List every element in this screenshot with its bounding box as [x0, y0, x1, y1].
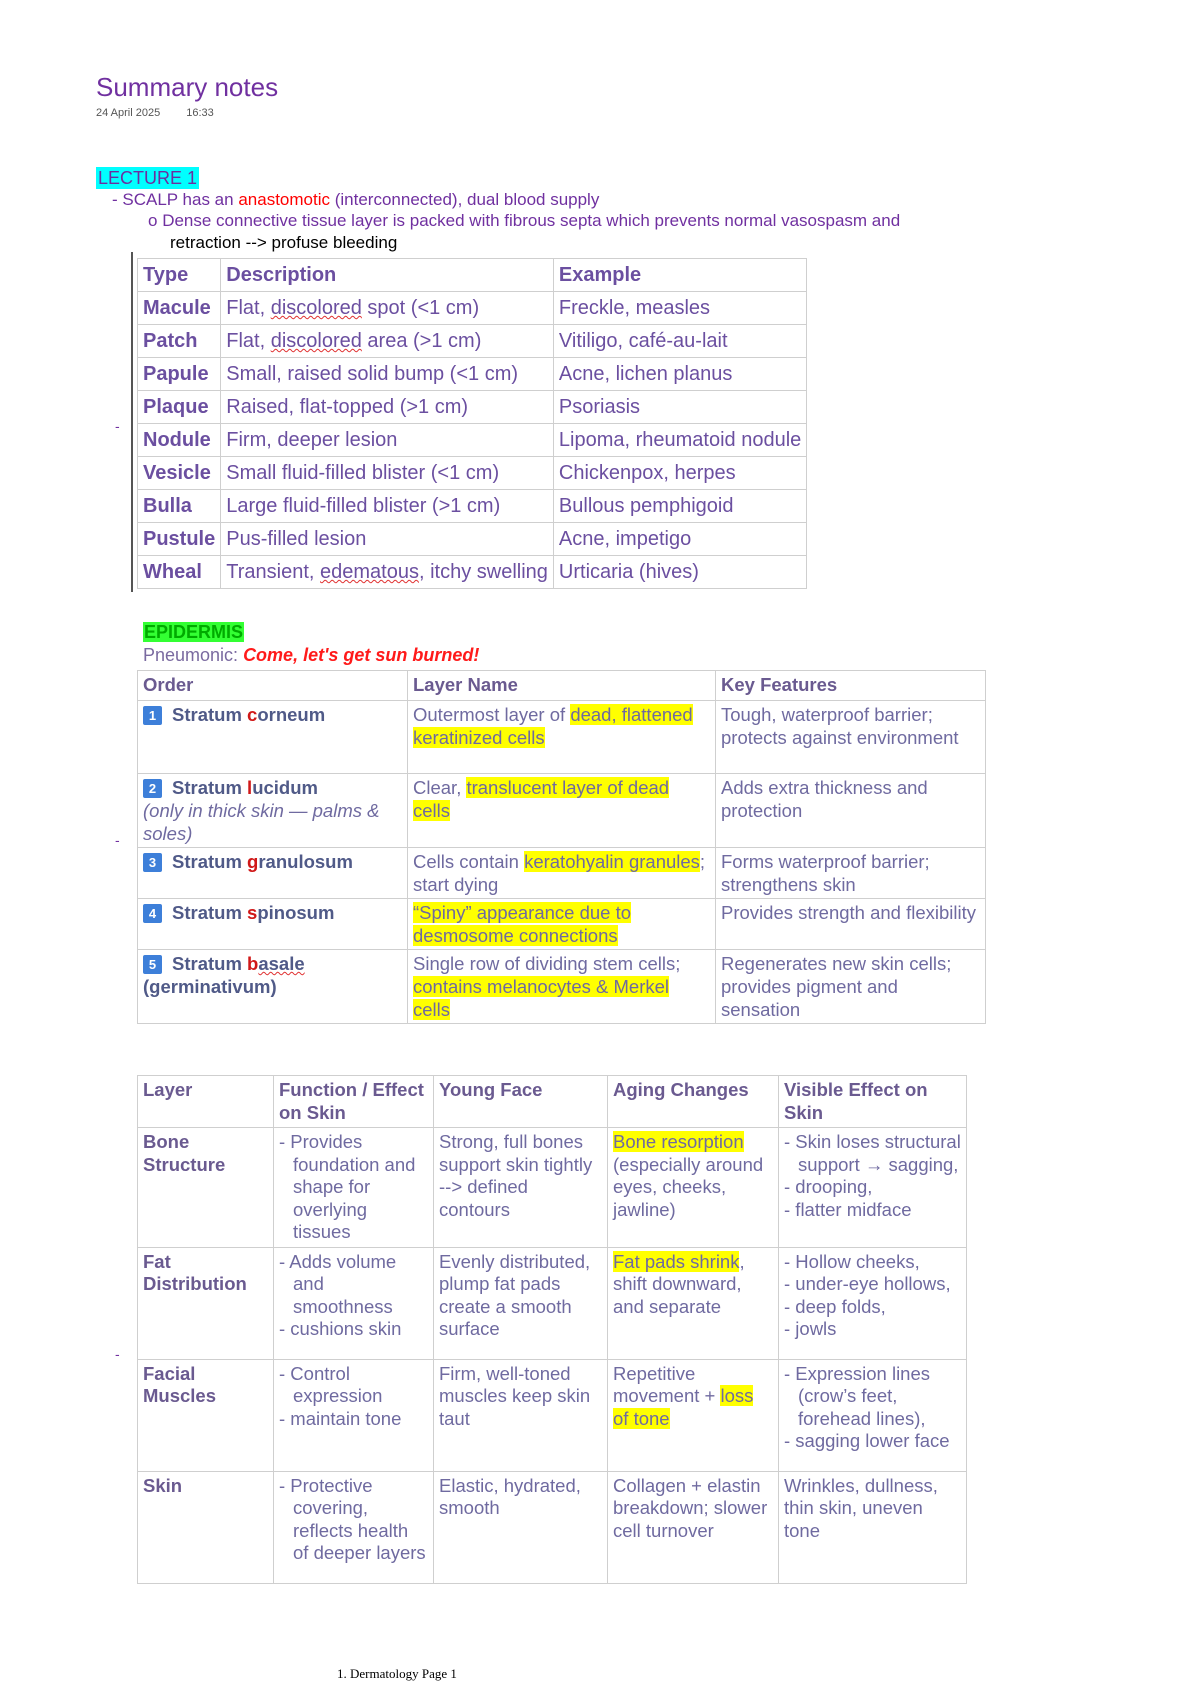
visible-effect-item: - jowls: [784, 1318, 837, 1339]
page-meta: [96, 107, 214, 119]
stratum-cell: [138, 899, 408, 950]
stratum-name: [172, 777, 318, 798]
function-item: - Protective covering, reflects health of deeper layers: [279, 1474, 426, 1563]
visible-effect-cell: [779, 1359, 967, 1471]
key-features-cell: Adds extra thickness and protection: [716, 774, 986, 848]
lesion-example: Bullous pemphigoid: [553, 490, 806, 523]
lesion-example: Lipoma, rheumatoid nodule: [553, 424, 806, 457]
stratum-name-initial: b: [247, 953, 259, 974]
lesion-description: [221, 358, 554, 391]
lesion-row: [138, 391, 807, 424]
function-cell: [274, 1128, 434, 1248]
epidermis-header-cell: Layer Name: [408, 671, 716, 701]
stratum-name-text: Stratum: [172, 953, 248, 974]
lesion-type: Macule: [138, 292, 221, 325]
lesion-description-text: , itchy swelling: [418, 561, 548, 583]
lesion-row: [138, 490, 807, 523]
stratum-extra: (germinativum): [143, 976, 277, 997]
stratum-name: [172, 851, 353, 872]
lesion-description: [221, 490, 554, 523]
table-margin-bar: [131, 252, 133, 592]
lesion-description-underlined: discolored: [270, 297, 362, 319]
aging-highlight: loss of tone: [613, 1385, 754, 1429]
lesion-type: Patch: [138, 325, 221, 358]
lesion-row: [138, 292, 807, 325]
function-item: - Provides foundation and shape for overlying tissues: [279, 1131, 416, 1242]
aging-text: , shift downward, and separate: [613, 1250, 745, 1317]
aging-header-cell: Visible Effect on Skin: [779, 1076, 967, 1128]
function-item: - cushions skin: [279, 1318, 402, 1339]
visible-effect-item: - Skin loses structural support → sagging,: [784, 1131, 961, 1175]
stratum-name-text: asale: [258, 953, 305, 974]
visible-effect-cell: [779, 1128, 967, 1248]
visible-effect-item: - drooping,: [784, 1176, 873, 1197]
lesion-table: [137, 258, 807, 589]
lesion-type: Papule: [138, 358, 221, 391]
stratum-name-initial: c: [247, 704, 258, 725]
epidermis-row: [138, 950, 986, 1024]
stratum-extra: (only in thick skin — palms & soles): [143, 800, 380, 844]
function-cell: [274, 1247, 434, 1359]
mnemonic-label: Pneumonic:: [143, 645, 244, 665]
lesion-description-text: Small, raised solid bump (<1 cm): [226, 363, 519, 385]
aging-layer: Fat Distribution: [138, 1247, 274, 1359]
lesion-description-text: Flat,: [226, 330, 271, 352]
lesion-description-text: Large fluid-filled blister (>1 cm): [226, 495, 501, 517]
function-cell: [274, 1471, 434, 1583]
stratum-cell: [138, 774, 408, 848]
lesion-description-text: Flat,: [226, 297, 271, 319]
lesion-type: Plaque: [138, 391, 221, 424]
lesion-description: [221, 391, 554, 424]
aging-layer: Skin: [138, 1471, 274, 1583]
aging-layer: Bone Structure: [138, 1128, 274, 1248]
lesion-description: [221, 457, 554, 490]
lesion-type: Bulla: [138, 490, 221, 523]
layer-highlight: dead, flattened keratinized cells: [413, 704, 693, 748]
aging-row: [138, 1471, 967, 1583]
order-number-icon: 5: [143, 955, 162, 974]
lesion-table-header: [138, 259, 807, 292]
stratum-name-initial: l: [247, 777, 253, 798]
lesion-example: Urticaria (hives): [553, 556, 806, 589]
function-item: - Adds volume and smoothness: [279, 1250, 397, 1317]
lesion-description: [221, 556, 554, 589]
epidermis-header-cell: Order: [138, 671, 408, 701]
function-item: - Control expression: [279, 1362, 383, 1406]
layer-name-cell: [408, 701, 716, 774]
lesion-example: Chickenpox, herpes: [553, 457, 806, 490]
lesion-description-text: Transient,: [226, 561, 320, 583]
lesion-type: Vesicle: [138, 457, 221, 490]
epidermis-table: [137, 670, 986, 1024]
order-number-icon: 3: [143, 853, 162, 872]
stratum-name-text: orneum: [257, 704, 326, 725]
aging-text: Repetitive movement +: [613, 1362, 721, 1406]
lesion-description-text: spot (<1 cm): [361, 297, 480, 319]
epidermis-row: [138, 774, 986, 848]
stratum-name-text: pinosum: [257, 902, 335, 923]
function-item: - maintain tone: [279, 1407, 402, 1429]
stratum-name-text: ucidum: [252, 777, 318, 798]
aging-row: [138, 1128, 967, 1248]
lesion-type: Wheal: [138, 556, 221, 589]
stratum-name-initial: g: [247, 851, 259, 872]
visible-effect-item: Wrinkles, dullness, thin skin, uneven tone: [784, 1474, 938, 1541]
lesion-type: Nodule: [138, 424, 221, 457]
stratum-name: [172, 902, 334, 923]
stratum-name-initial: s: [247, 902, 258, 923]
visible-effect-cell: [779, 1247, 967, 1359]
aging-header-cell: Layer: [138, 1076, 274, 1128]
lesion-description-text: Small fluid-filled blister (<1 cm): [226, 462, 500, 484]
young-face-cell: Strong, full bones support skin tightly --> defined contours: [434, 1128, 608, 1248]
layer-highlight: contains melanocytes & Merkel cells: [413, 976, 670, 1020]
bullet-scalp: - SCALP has an anastomotic (interconnected), dual blood supply: [112, 190, 600, 209]
stratum-cell: [138, 848, 408, 899]
list-dash: -: [115, 1346, 120, 1362]
lesion-row: [138, 325, 807, 358]
page-date: 24 April 2025: [96, 107, 161, 119]
bullet-scalp-suffix: (interconnected), dual blood supply: [330, 190, 600, 209]
stratum-name-text: Stratum: [172, 851, 248, 872]
young-face-cell: Evenly distributed, plump fat pads create a smooth surface: [434, 1247, 608, 1359]
layer-text: Cells contain: [413, 851, 525, 872]
bullet-connective: o Dense connective tissue layer is packed with fibrous septa which prevents normal vasospasm and retraction --> profuse bleeding: [148, 211, 901, 252]
epidermis-header-cell: Key Features: [716, 671, 986, 701]
aging-changes-cell: [608, 1128, 779, 1248]
aging-changes-cell: [608, 1471, 779, 1583]
stratum-name-text: ranulosum: [258, 851, 353, 872]
epidermis-heading: EPIDERMIS: [144, 622, 244, 642]
stratum-cell: [138, 701, 408, 774]
key-features-cell: Regenerates new skin cells; provides pigment and sensation: [716, 950, 986, 1024]
page-footer: 1. Dermatology Page 1: [337, 1666, 457, 1681]
layer-text: ; start dying: [413, 851, 706, 895]
key-features-cell: Provides strength and flexibility: [716, 899, 986, 950]
lesion-example: Acne, impetigo: [553, 523, 806, 556]
layer-text: Outermost layer of: [413, 704, 571, 725]
mnemonic-text: Come, let's get sun burned!: [243, 645, 480, 665]
visible-effect-item: - deep folds,: [784, 1295, 886, 1317]
lesion-table-body: [138, 292, 807, 589]
lesion-example: Acne, lichen planus: [553, 358, 806, 391]
layer-text: Clear,: [413, 777, 467, 798]
stratum-name: [172, 953, 305, 974]
aging-header-cell: Young Face: [434, 1076, 608, 1128]
lesion-description: [221, 523, 554, 556]
aging-table-body: [138, 1128, 967, 1584]
lesion-header-cell: Example: [553, 259, 806, 292]
layer-highlight: keratohyalin granules: [524, 851, 700, 872]
aging-header-cell: Aging Changes: [608, 1076, 779, 1128]
epidermis-table-body: [138, 701, 986, 1024]
page-time: 16:33: [186, 107, 214, 119]
epidermis-row: [138, 701, 986, 774]
layer-name-cell: [408, 774, 716, 848]
aging-text: Collagen + elastin breakdown; slower cell turnover: [613, 1474, 768, 1541]
lesion-example: Psoriasis: [553, 391, 806, 424]
lesion-example: Freckle, measles: [553, 292, 806, 325]
order-number-icon: 2: [143, 779, 162, 798]
aging-highlight: Fat pads shrink: [613, 1250, 740, 1272]
young-face-cell: Elastic, hydrated, smooth: [434, 1471, 608, 1583]
lesion-row: [138, 556, 807, 589]
lesion-description-text: area (>1 cm): [361, 330, 482, 352]
lesion-description-text: Pus-filled lesion: [226, 528, 367, 550]
visible-effect-cell: [779, 1471, 967, 1583]
aging-text: (especially around eyes, cheeks, jawline): [613, 1153, 764, 1220]
layer-text: Single row of dividing stem cells;: [413, 953, 681, 974]
layer-name-cell: [408, 950, 716, 1024]
lesion-description: [221, 292, 554, 325]
stratum-name-text: Stratum: [172, 704, 248, 725]
layer-name-cell: [408, 848, 716, 899]
young-face-cell: Firm, well-toned muscles keep skin taut: [434, 1359, 608, 1471]
epidermis-row: [138, 899, 986, 950]
aging-highlight: Bone resorption: [613, 1131, 744, 1152]
bullet-connective-line1: Dense connective tissue layer is packed with fibrous septa which prevents normal vasospasm and: [162, 211, 901, 230]
lesion-description: [221, 424, 554, 457]
lesion-row: [138, 457, 807, 490]
key-features-cell: Tough, waterproof barrier; protects against environment: [716, 701, 986, 774]
lesion-row: [138, 358, 807, 391]
lesion-description-underlined: discolored: [270, 330, 362, 352]
epidermis-row: [138, 848, 986, 899]
function-cell: [274, 1359, 434, 1471]
layer-highlight: translucent layer of dead cells: [413, 777, 670, 821]
list-dash: -: [115, 832, 120, 848]
aging-layer: Facial Muscles: [138, 1359, 274, 1471]
bullet-scalp-red: anastomotic: [238, 190, 330, 209]
aging-row: [138, 1359, 967, 1471]
lesion-type: Pustule: [138, 523, 221, 556]
layer-highlight: “Spiny” appearance due to desmosome connections: [413, 902, 632, 946]
stratum-name: [172, 704, 325, 725]
page-title: Summary notes: [96, 72, 279, 102]
list-dash: -: [115, 418, 120, 434]
order-number-icon: 4: [143, 904, 162, 923]
lesion-description-text: Raised, flat-topped (>1 cm): [226, 396, 469, 418]
aging-table-header: [138, 1076, 967, 1128]
key-features-cell: Forms waterproof barrier; strengthens skin: [716, 848, 986, 899]
epidermis-table-header: [138, 671, 986, 701]
lesion-description-text: Firm, deeper lesion: [226, 429, 398, 451]
lesion-description: [221, 325, 554, 358]
aging-table: [137, 1075, 967, 1584]
visible-effect-item: - flatter midface: [784, 1198, 912, 1220]
visible-effect-item: - under-eye hollows,: [784, 1273, 951, 1294]
lesion-row: [138, 523, 807, 556]
aging-changes-cell: [608, 1247, 779, 1359]
layer-name-cell: [408, 899, 716, 950]
visible-effect-item: - Hollow cheeks,: [784, 1250, 920, 1272]
visible-effect-item: - sagging lower face: [784, 1430, 950, 1451]
bullet-scalp-prefix: SCALP has an: [122, 190, 239, 209]
lesion-description-underlined: edematous: [320, 561, 419, 583]
order-number-icon: 1: [143, 706, 162, 725]
lesion-example: Vitiligo, café-au-lait: [553, 325, 806, 358]
stratum-cell: [138, 950, 408, 1024]
aging-header-cell: Function / Effect on Skin: [274, 1076, 434, 1128]
bullet-connective-line2: retraction --> profuse bleeding: [170, 233, 398, 252]
mnemonic: [143, 645, 479, 666]
stratum-name-text: Stratum: [172, 902, 248, 923]
aging-changes-cell: [608, 1359, 779, 1471]
lecture-heading: LECTURE 1: [98, 168, 198, 188]
visible-effect-item: - Expression lines (crow’s feet, forehead lines),: [784, 1362, 931, 1429]
lesion-header-cell: Type: [138, 259, 221, 292]
lesion-row: [138, 424, 807, 457]
aging-row: [138, 1247, 967, 1359]
lesion-header-cell: Description: [221, 259, 554, 292]
stratum-name-text: Stratum: [172, 777, 248, 798]
